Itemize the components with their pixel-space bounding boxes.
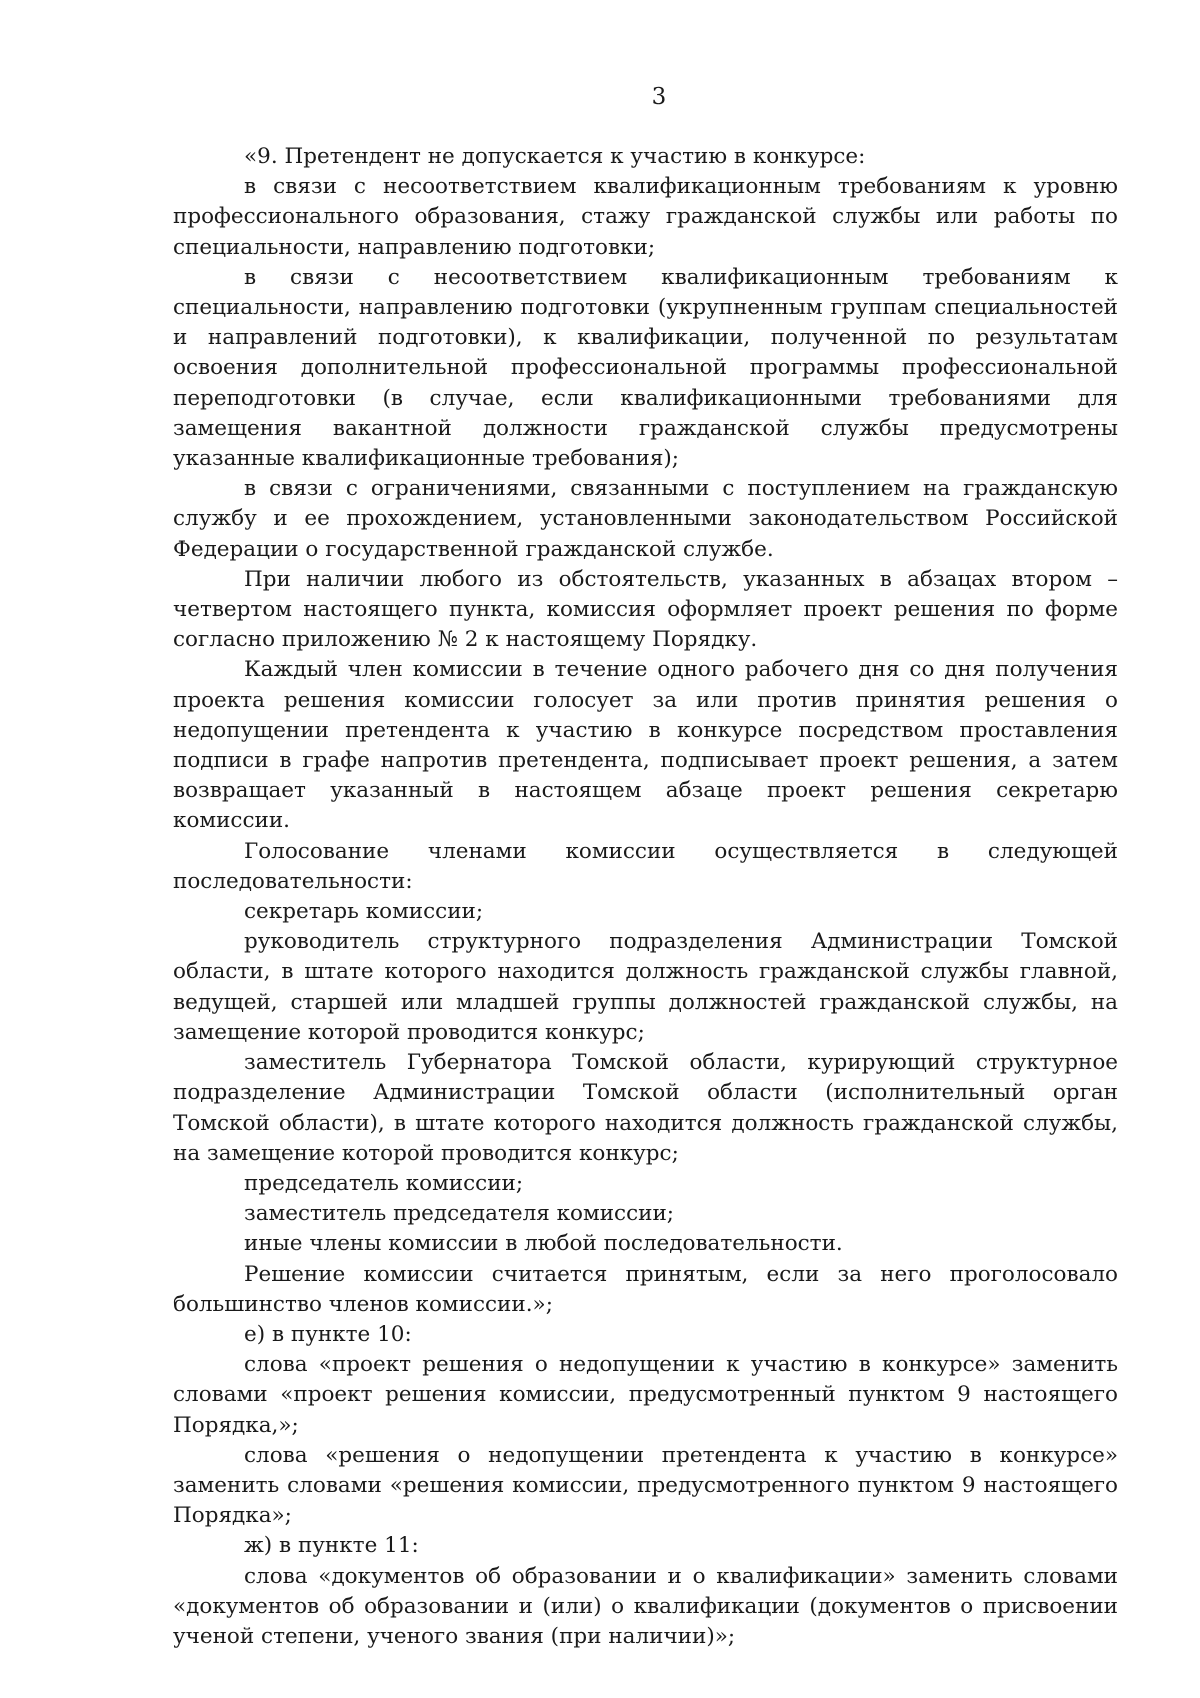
paragraph: руководитель структурного подразделения Администрации Томской области, в штате которого находится должность гражданской службы главной, ведущей, старшей или младшей группы должностей гражданской службы, на замещение которой проводится конкурс; bbox=[173, 929, 1118, 1045]
paragraph: заместитель председателя комиссии; bbox=[244, 1201, 675, 1227]
paragraph: «9. Претендент не допускается к участию в конкурсе: bbox=[244, 144, 866, 169]
paragraph: слова «проект решения о недопущении к участию в конкурсе» заменить словами «проект решения комиссии, предусмотренный пунктом 9 настоящего Порядка,»; bbox=[173, 1352, 1118, 1438]
paragraph: При наличии любого из обстоятельств, указанных в абзацах втором – четвертом настоящего пункта, комиссия оформляет проект решения по форме согласно приложению № 2 к настоящему Порядку. bbox=[173, 566, 1118, 653]
paragraph: е) в пункте 10: bbox=[244, 1321, 412, 1347]
paragraph: заместитель Губернатора Томской области, курирующий структурное подразделение Администрации Томской области (исполнительный орган Томской области), в штате которого находится должность гражданской службы, на замещение которой проводится конкурс; bbox=[173, 1050, 1118, 1166]
paragraph: председатель комиссии; bbox=[244, 1170, 524, 1196]
paragraph: иные члены комиссии в любой последовательности. bbox=[244, 1231, 843, 1257]
paragraph: Каждый член комиссии в течение одного рабочего дня со дня получения проекта решения комиссии голосует за или против принятия решения о недопущении претендента к участию в конкурсе посредством проставления подписи в графе напротив претендента, подписывает проект решения, а затем возвращает указанный в настоящем абзаце проект решения секретарю комиссии. bbox=[173, 657, 1118, 834]
paragraph: ж) в пункте 11: bbox=[244, 1533, 419, 1559]
paragraph: Голосование членами комиссии осуществляется в следующей последовательности: bbox=[173, 838, 1118, 894]
document-body bbox=[173, 142, 1118, 1652]
page-number: 3 bbox=[651, 84, 667, 110]
paragraph: в связи с несоответствием квалификационным требованиям к специальности, направлению подготовки (укрупненным группам специальностей и направлений подготовки), к квалификации, полученной по результатам освоения дополнительной профессиональной программы профессиональной переподготовки (в случае, если квалификационными требованиями для замещения вакантной должности гражданской службы предусмотрены указанные квалификационные требования); bbox=[173, 264, 1118, 472]
paragraph: слова «решения о недопущении претендента к участию в конкурсе» заменить словами «решения комиссии, предусмотренного пунктом 9 настоящего Порядка»; bbox=[173, 1442, 1118, 1529]
paragraph: секретарь комиссии; bbox=[244, 899, 484, 925]
paragraph: в связи с ограничениями, связанными с поступлением на гражданскую службу и ее прохождением, установленными законодательством Российской Федерации о государственной гражданской службе. bbox=[173, 476, 1118, 562]
paragraph: Решение комиссии считается принятым, если за него проголосовало большинство членов комиссии.»; bbox=[173, 1261, 1118, 1317]
paragraph: в связи с несоответствием квалификационным требованиям к уровню профессионального образования, стажу гражданской службы или работы по специальности, направлению подготовки; bbox=[173, 174, 1118, 260]
paragraph: слова «документов об образовании и о квалификации» заменить словами «документов об образовании и (или) о квалификации (документов о присвоении ученой степени, ученого звания (при наличии)»; bbox=[173, 1563, 1118, 1649]
